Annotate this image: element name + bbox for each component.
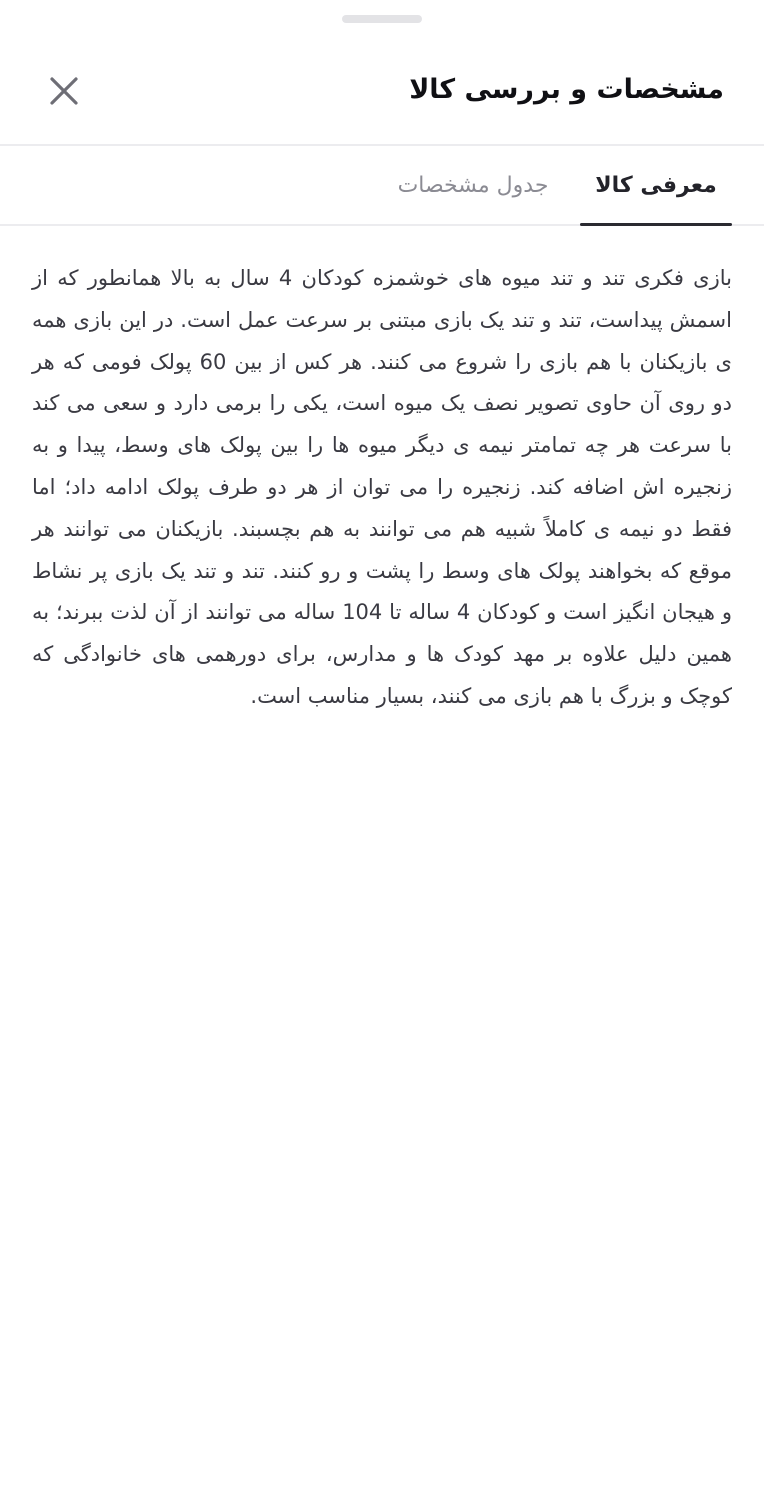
close-icon — [40, 67, 88, 115]
tab-introduction[interactable]: معرفی کالا — [580, 146, 732, 224]
page-title: مشخصات و بررسی کالا — [409, 74, 724, 105]
sheet-header — [0, 40, 764, 146]
drag-handle[interactable] — [342, 15, 422, 23]
close-button[interactable] — [40, 67, 88, 115]
tab-specifications[interactable]: جدول مشخصات — [397, 173, 549, 198]
tab-bar — [0, 146, 764, 226]
product-description: بازی فکری تند و تند میوه های خوشمزه کودکان 4 سال به بالا همانطور که از اسمش پیداست، تند و تند یک بازی مبتنی بر سرعت عمل است. در این بازی همه ی بازیکنان با هم بازی را شروع می کنند. هر کس از بین 60 پولک فومی که هر دو روی آن حاوی تصویر نصف یک میوه است، یکی را برمی دارد و سعی می کند با سرعت هر چه تمامتر نیمه ی دیگر میوه ها را بین پولک های وسط، پیدا و به زنجیره اش اضافه کند. زنجیره را می توان از هر دو طرف پولک ادامه داد؛ اما فقط دو نیمه ی کاملاً شبیه هم می توانند به هم بچسبند. بازیکنان می توانند هر موقع که بخواهند پولک های وسط را پشت و رو کنند. تند و تند یک بازی پر نشاط و هیجان انگیز است و کودکان 4 ساله تا 104 ساله می توانند از آن لذت ببرند؛ به همین دلیل علاوه بر مهد کودک ها و مدارس، برای دورهمی های خانوادگی که کوچک و بزرگ با هم بازی می کنند، بسیار مناسب است. — [32, 266, 733, 708]
